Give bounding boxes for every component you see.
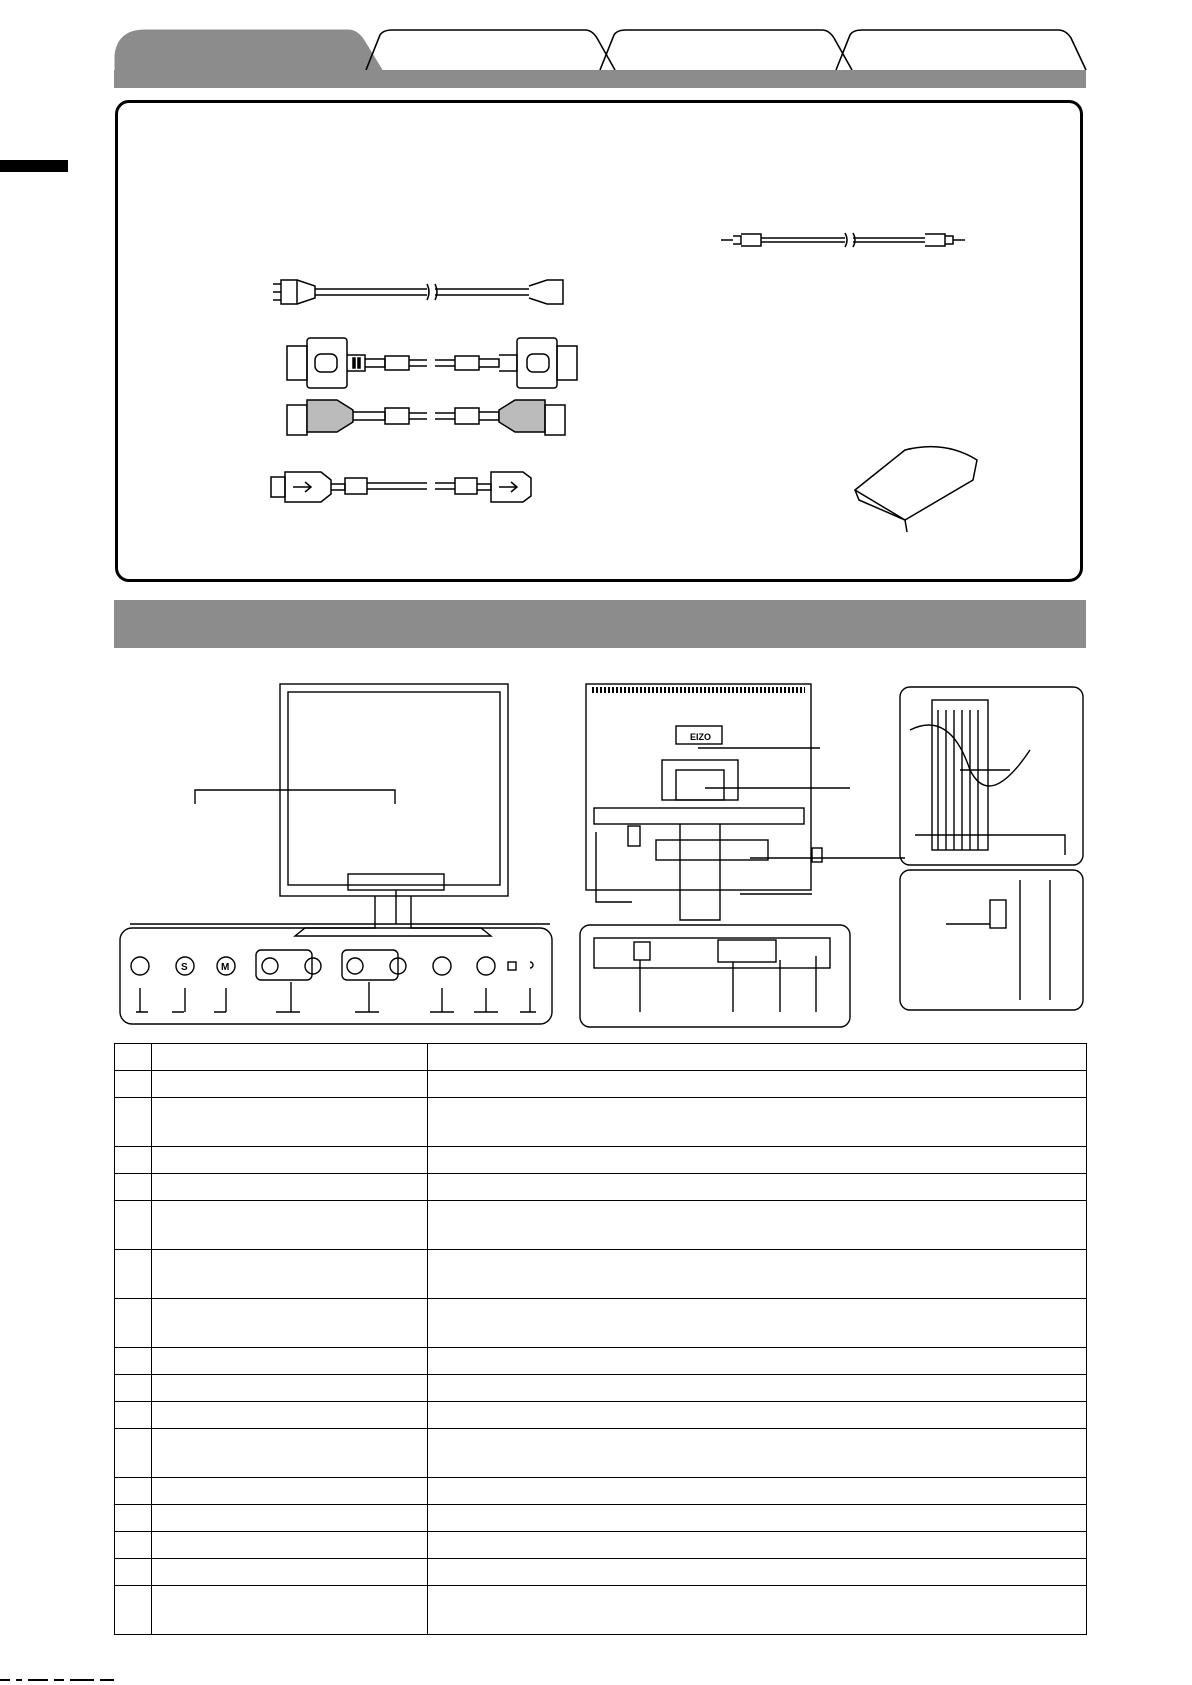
page-side-marker <box>0 160 68 172</box>
part-name-cell <box>152 1429 428 1478</box>
description-cell <box>428 1147 1087 1174</box>
dvi-cable-icon <box>287 338 577 388</box>
row-number-cell <box>115 1098 152 1147</box>
table-row <box>115 1147 1087 1174</box>
table-row <box>115 1174 1087 1201</box>
cable-holder-inset <box>900 687 1083 865</box>
table-row <box>115 1201 1087 1250</box>
row-number-cell <box>115 1429 152 1478</box>
description-cell <box>428 1505 1087 1532</box>
tab-4[interactable] <box>836 30 1086 70</box>
part-name-cell <box>152 1071 428 1098</box>
table-row <box>115 1478 1087 1505</box>
description-cell <box>428 1201 1087 1250</box>
description-cell <box>428 1478 1087 1505</box>
brand-logo: EIZO <box>690 732 712 742</box>
front-control-icons <box>131 957 533 975</box>
table-row <box>115 1586 1087 1635</box>
row-number-cell <box>115 1532 152 1559</box>
row-number-cell <box>115 1299 152 1348</box>
table-row <box>115 1250 1087 1299</box>
part-name-cell <box>152 1402 428 1429</box>
description-cell <box>428 1044 1087 1071</box>
audio-cable-icon <box>721 233 965 247</box>
table-row <box>115 1299 1087 1348</box>
part-name-cell <box>152 1147 428 1174</box>
row-number-cell <box>115 1348 152 1375</box>
footer-marks <box>0 1675 140 1685</box>
description-cell <box>428 1402 1087 1429</box>
table-row <box>115 1559 1087 1586</box>
table-row <box>115 1098 1087 1147</box>
usb-cable-icon <box>271 472 531 502</box>
part-name-cell <box>152 1201 428 1250</box>
row-number-cell <box>115 1250 152 1299</box>
row-number-cell <box>115 1402 152 1429</box>
part-name-cell <box>152 1299 428 1348</box>
part-name-cell <box>152 1375 428 1402</box>
row-number-cell <box>115 1044 152 1071</box>
description-cell <box>428 1071 1087 1098</box>
row-number-cell <box>115 1071 152 1098</box>
table-row <box>115 1505 1087 1532</box>
row-number-cell <box>115 1586 152 1635</box>
description-cell <box>428 1375 1087 1402</box>
parts-description-table <box>114 1043 1087 1635</box>
part-name-cell <box>152 1250 428 1299</box>
row-number-cell <box>115 1201 152 1250</box>
part-name-cell <box>152 1505 428 1532</box>
part-name-cell <box>152 1559 428 1586</box>
row-number-cell <box>115 1147 152 1174</box>
d-sub-cable-icon <box>287 400 565 435</box>
tab-active[interactable] <box>115 30 382 70</box>
part-name-cell <box>152 1586 428 1635</box>
security-slot-inset <box>900 870 1083 1010</box>
description-cell <box>428 1098 1087 1147</box>
monitor-rear <box>580 684 905 1027</box>
part-name-cell <box>152 1044 428 1071</box>
table-row <box>115 1532 1087 1559</box>
table-row <box>115 1429 1087 1478</box>
description-cell <box>428 1348 1087 1375</box>
table-row <box>115 1044 1087 1071</box>
part-name-cell <box>152 1478 428 1505</box>
description-cell <box>428 1174 1087 1201</box>
row-number-cell <box>115 1478 152 1505</box>
table-row <box>115 1402 1087 1429</box>
row-number-cell <box>115 1559 152 1586</box>
accessories-illustration <box>115 100 1083 582</box>
table-row <box>115 1375 1087 1402</box>
section-header-bar <box>114 600 1086 648</box>
description-cell <box>428 1250 1087 1299</box>
table-row <box>115 1348 1087 1375</box>
power-cord-icon <box>273 280 563 304</box>
s-button-glyph: S <box>181 962 188 973</box>
tab-3[interactable] <box>600 30 852 70</box>
description-cell <box>428 1586 1087 1635</box>
description-cell <box>428 1299 1087 1348</box>
description-cell <box>428 1429 1087 1478</box>
cable-cover-icon <box>855 447 977 532</box>
part-name-cell <box>152 1174 428 1201</box>
part-name-cell <box>152 1348 428 1375</box>
monitor-parts-diagram <box>0 660 1192 1030</box>
description-cell <box>428 1532 1087 1559</box>
row-number-cell <box>115 1505 152 1532</box>
table-row <box>115 1071 1087 1098</box>
description-cell <box>428 1559 1087 1586</box>
tab-2[interactable] <box>366 30 615 70</box>
monitor-front <box>120 684 552 1024</box>
part-name-cell <box>152 1532 428 1559</box>
part-name-cell <box>152 1098 428 1147</box>
row-number-cell <box>115 1174 152 1201</box>
section-tabs <box>0 0 1192 100</box>
m-button-glyph: M <box>221 962 230 973</box>
row-number-cell <box>115 1375 152 1402</box>
